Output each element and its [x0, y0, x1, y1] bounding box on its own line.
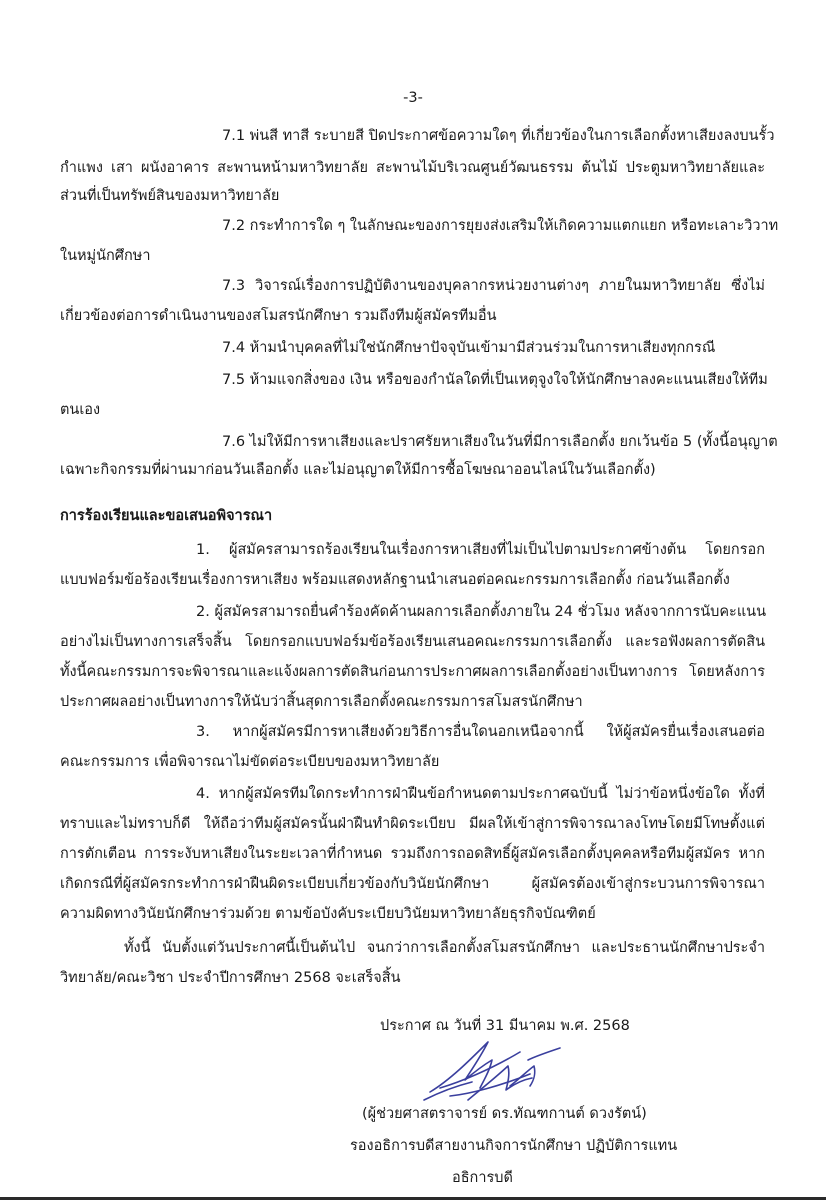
rule-7-5-line-1: 7.5 ห้ามแจกสิ่งของ เงิน หรือของกำนัลใดที่เป็นเหตุจูงใจให้นักศึกษาลงคะแนนเสียงให้ทีม	[222, 372, 768, 388]
signatory-name: (ผู้ช่วยศาสตราจารย์ ดร.ทัณฑกานต์ ดวงรัตน์)	[362, 1106, 647, 1122]
complaint-2-line-2: อย่างไม่เป็นทางการเสร็จสิ้น โดยกรอกแบบฟอร์มข้อร้องเรียนเสนอคณะกรรมการเลือกตั้ง และรอฟังผลการตัดสิน	[60, 634, 765, 650]
closing-line-1: ทั้งนี้ นับตั้งแต่วันประกาศนี้เป็นต้นไป จนกว่าการเลือกตั้งสโมสรนักศึกษา และประธานนักศึกษาประจำ	[124, 940, 765, 956]
rule-7-4-line-1: 7.4 ห้ามนำบุคคลที่ไม่ใช่นักศึกษาปัจจุบันเข้ามามีส่วนร่วมในการหาเสียงทุกกรณี	[222, 340, 716, 356]
rule-7-1-line-3: ส่วนที่เป็นทรัพย์สินของมหาวิทยาลัย	[60, 188, 280, 204]
rule-7-3-line-1: 7.3 วิจารณ์เรื่องการปฏิบัติงานของบุคลากรหน่วยงานต่างๆ ภายในมหาวิทยาลัย ซึ่งไม่	[222, 278, 765, 294]
complaints-heading: การร้องเรียนและขอเสนอพิจารณา	[60, 508, 273, 524]
complaint-1-line-1: 1. ผู้สมัครสามารถร้องเรียนในเรื่องการหาเสียงที่ไม่เป็นไปตามประกาศข้างต้น โดยกรอก	[196, 542, 765, 558]
complaint-2-line-3: ทั้งนี้คณะกรรมการจะพิจารณาและแจ้งผลการตัดสินก่อนการประกาศผลการเลือกตั้งอย่างเป็นทางการ โดยหลังการ	[60, 664, 765, 680]
signatory-position: รองอธิการบดีสายงานกิจการนักศึกษา ปฏิบัติการแทน	[350, 1138, 678, 1154]
rule-7-1-line-2: กำแพง เสา ผนังอาคาร สะพานหน้ามหาวิทยาลัย สะพานไม้บริเวณศูนย์วัฒนธรรม ต้นไม้ ประตูมหาวิทยาลัยและ	[60, 160, 765, 176]
rule-7-6-line-2: เฉพาะกิจกรรมที่ผ่านมาก่อนวันเลือกตั้ง และไม่อนุญาตให้มีการซื้อโฆษณาออนไลน์ในวันเลือกตั้ง)	[60, 462, 656, 478]
announcement-date: ประกาศ ณ วันที่ 31 มีนาคม พ.ศ. 2568	[380, 1018, 630, 1034]
rule-7-2-line-2: ในหมู่นักศึกษา	[60, 248, 151, 264]
signatory-acting-for: อธิการบดี	[452, 1170, 513, 1186]
complaint-3-line-1: 3. หากผู้สมัครมีการหาเสียงด้วยวิธีการอื่นใดนอกเหนือจากนี้ ให้ผู้สมัครยื่นเรื่องเสนอต่อ	[196, 724, 765, 740]
page-number: -3-	[403, 90, 423, 106]
rule-7-2-line-1: 7.2 กระทำการใด ๆ ในลักษณะของการยุยงส่งเสริมให้เกิดความแตกแยก หรือทะเลาะวิวาท	[222, 218, 779, 234]
rule-7-6-line-1: 7.6 ไม่ให้มีการหาเสียงและปราศรัยหาเสียงในวันที่มีการเลือกตั้ง ยกเว้นข้อ 5 (ทั้งนี้อนุญาต	[222, 434, 778, 450]
complaint-4-line-5: ความผิดทางวินัยนักศึกษาร่วมด้วย ตามข้อบังคับระเบียบวินัยมหาวิทยาลัยธุรกิจบัณฑิตย์	[60, 906, 596, 922]
complaint-4-line-1: 4. หากผู้สมัครทีมใดกระทำการฝ่าฝืนข้อกำหนดตามประกาศฉบับนี้ ไม่ว่าข้อหนึ่งข้อใด ทั้งที่	[196, 786, 765, 802]
rule-7-1-line-1: 7.1 พ่นสี ทาสี ระบายสี ปิดประกาศข้อความใดๆ ที่เกี่ยวข้องในการเลือกตั้งหาเสียงลงบนรั้ว	[222, 128, 775, 144]
closing-line-2: วิทยาลัย/คณะวิชา ประจำปีการศึกษา 2568 จะเสร็จสิ้น	[60, 970, 401, 986]
complaint-4-line-4: เกิดกรณีที่ผู้สมัครกระทำการฝ่าฝืนผิดระเบียบเกี่ยวข้องกับวินัยนักศึกษา ผู้สมัครต้องเข้าสู่กระบวนการพิจารณา	[60, 876, 765, 892]
rule-7-5-line-2: ตนเอง	[60, 402, 101, 418]
signature-image	[410, 1030, 580, 1110]
rule-7-3-line-2: เกี่ยวข้องต่อการดำเนินงานของสโมสรนักศึกษา รวมถึงทีมผู้สมัครทีมอื่น	[60, 308, 497, 324]
complaint-1-line-2: แบบฟอร์มข้อร้องเรียนเรื่องการหาเสียง พร้อมแสดงหลักฐานนำเสนอต่อคณะกรรมการเลือกตั้ง ก่อนวันเลือกตั้ง	[60, 572, 730, 588]
complaint-2-line-4: ประกาศผลอย่างเป็นทางการให้นับว่าสิ้นสุดการเลือกตั้งคณะกรรมการสโมสรนักศึกษา	[60, 694, 583, 710]
complaint-4-line-3: การตักเตือน การระงับหาเสียงในระยะเวลาที่กำหนด รวมถึงการถอดสิทธิ์ผู้สมัครเลือกตั้งบุคคลหรือทีมผู้สมัคร หาก	[60, 846, 765, 862]
complaint-3-line-2: คณะกรรมการ เพื่อพิจารณาไม่ขัดต่อระเบียบของมหาวิทยาลัย	[60, 754, 440, 770]
complaint-4-line-2: ทราบและไม่ทราบก็ดี ให้ถือว่าทีมผู้สมัครนั้นฝ่าฝืนทำผิดระเบียบ มีผลให้เข้าสู่การพิจารณาลงโทษโดยมีโทษตั้งแต่	[60, 816, 765, 832]
complaint-2-line-1: 2. ผู้สมัครสามารถยื่นคำร้องคัดค้านผลการเลือกตั้งภายใน 24 ชั่วโมง หลังจากการนับคะแนน	[196, 604, 767, 620]
